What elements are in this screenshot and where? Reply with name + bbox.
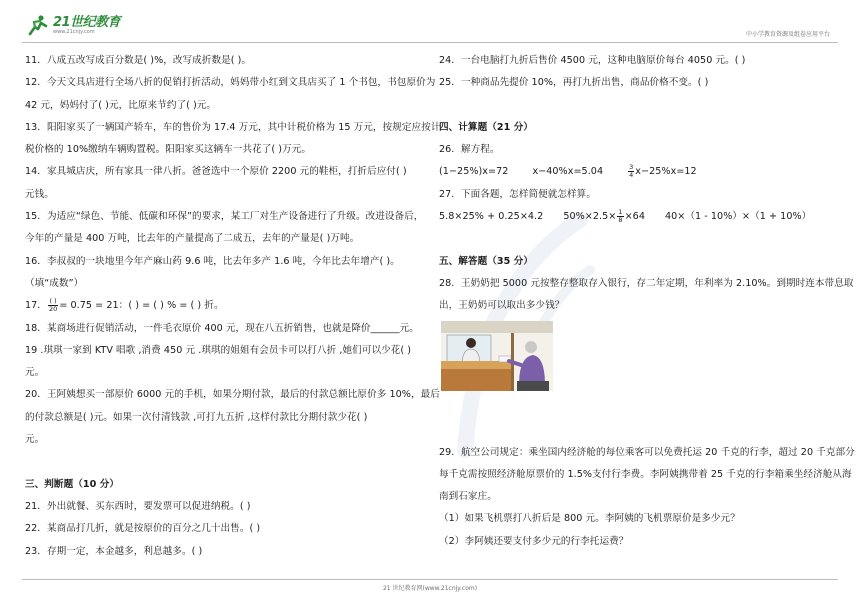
fraction-denominator: 4 [629, 170, 634, 179]
question-17-prefix: 17． [25, 300, 47, 312]
equation-3-fraction [628, 164, 634, 179]
fraction-denominator: 20 [48, 304, 58, 313]
expression-3: 40×（1 - 10%）×（1 + 10%） [664, 211, 812, 223]
question-13-line-1: 13．阳阳家买了一辆国产轿车，车的售价为 17.4 万元，其中计税价格为 15 万元，按规定应按计 [25, 121, 441, 133]
question-19-line-2: 元。 [25, 367, 45, 379]
question-29-line-3: 南到石家庄。 [439, 491, 497, 503]
footer-divider [22, 579, 838, 580]
question-19-line-1: 19 .琪琪一家到 KTV 唱歌 ,消费 450 元 .琪琪的姐姐有会员卡可以打八折 ,她们可以少花( ) [25, 344, 412, 356]
header-divider [22, 42, 838, 43]
question-20-line-1: 20．王阿姨想买一部原价 6000 元的手机，如果分期付款，最后的付款总额比原价多 10%，最后 [25, 389, 440, 401]
question-13-line-2: 税价格的 10%缴纳车辆购置税。阳阳家买这辆车一共花了( )万元。 [25, 144, 311, 156]
question-17-rest: = 0.75 = 21：( ) = ( ) % = ( ) 折。 [59, 300, 224, 312]
question-20-line-2: 的付款总额是( )元。如果一次付清钱款 ,可打九五折 ,这样付款比分期付款少花( ) [25, 411, 368, 423]
equation-3: x−25%x=12 [635, 166, 697, 178]
page-header [0, 0, 860, 46]
question-16-line-2: （填“成数”） [25, 277, 84, 289]
expression-1: 5.8×25% + 0.25×4.2 [439, 211, 544, 223]
question-29-part-1: （1）如果飞机票打八折后是 800 元。李阿姨的飞机票原价是多少元？ [439, 513, 740, 525]
site-logo[interactable] [26, 14, 120, 36]
question-14-line-2: 元钱。 [25, 188, 54, 200]
question-11: 11．八成五改写成百分数是( )%，改写成折数是( )。 [25, 55, 252, 66]
question-29-line-1: 29．航空公司规定：乘坐国内经济舱的每位乘客可以免费托运 20 千克的行李，超过 20 千克部分 [439, 446, 855, 458]
spacer [25, 451, 430, 473]
bank-counter-illustration [441, 321, 553, 391]
question-22: 22．某商品打几折，就是按原价的百分之几十出售。( ) [25, 523, 261, 535]
fraction-numerator: 3 [629, 162, 634, 171]
question-28-line-1: 28．王奶奶把 5000 元按整存整取存入银行，存二年定期，年利率为 2.10%。到期时连本带息取 [439, 277, 854, 289]
logo-title: 21世纪教育 [53, 14, 121, 30]
equation-1: (1−25%)x=72 [439, 166, 509, 178]
section-4-heading: 四、计算题（21 分） [439, 121, 533, 133]
question-23: 23．存期一定，本金越多，利息越多。( ) [25, 545, 203, 557]
question-28-line-2: 出，王奶奶可以取出多少钱？ [439, 300, 565, 312]
logo-url: www.21cnjy.com [53, 28, 95, 35]
question-12-line-1: 12．今天文具店进行全场八折的促销打折活动，妈妈带小红到文具店买了 1 个书包，书包原价为 [25, 77, 436, 89]
question-15-line-2: 今年的产量是 400 万吨，比去年的产量提高了二成五，去年的产量是( )万吨。 [25, 233, 360, 245]
spacer [439, 95, 839, 117]
question-15-line-1: 15．为适应“绿色、节能、低碳和环保”的要求，某工厂对生产设备进行了升级。改进设备后， [25, 211, 424, 223]
question-29-line-2: 每千克需按照经济舱原票价的 1.5%支付行李费。李阿姨携带着 25 千克的行李箱乘坐经济舱从海 [439, 468, 852, 480]
expression-2-fraction [617, 209, 623, 224]
question-25: 25．一种商品先提价 10%，再打九折出售，商品价格不变。( ) [439, 77, 709, 89]
runner-logo-icon [26, 14, 50, 36]
question-17 [25, 295, 430, 317]
fraction-numerator: ( ) [49, 296, 57, 305]
question-27: 27．下面各题，怎样简便就怎样算。 [439, 188, 596, 200]
question-18: 18．某商场进行促销活动，一件毛衣原价 400 元，现在八五折销售，也就是降价______元。 [25, 322, 419, 334]
question-12-line-2: 42 元，妈妈付了( )元，比原来节约了( )元。 [25, 99, 217, 111]
fraction-denominator: 8 [618, 215, 623, 224]
question-26: 26．解方程。 [439, 144, 500, 156]
question-21: 21．外出就餐、买东西时，要发票可以促进纳税。( ) [25, 500, 251, 512]
question-24: 24．一台电脑打九折后售价 4500 元，这种电脑原价每台 4050 元。( ) [439, 55, 746, 66]
header-platform-text: 中小学教育资源及组卷应用平台 [745, 31, 830, 38]
spacer [439, 228, 839, 250]
question-17-fraction [48, 298, 58, 313]
question-27-expressions [439, 206, 839, 228]
spacer [439, 394, 839, 442]
right-column [439, 50, 855, 553]
question-29-part-2: （2）李阿姨还要支付多少元的行李托运费？ [439, 535, 629, 547]
question-26-equations [439, 161, 839, 183]
question-16-line-1: 16．李叔叔的一块地里今年产麻山药 9.6 吨，比去年多产 1.6 吨，今年比去年增产( )。 [25, 255, 400, 267]
section-5-heading: 五、解答题（35 分） [439, 255, 533, 267]
fraction-numerator: 1 [618, 207, 623, 216]
equation-2: x−40%x=5.04 [532, 166, 604, 178]
expression-2-prefix: 50%×2.5× [563, 211, 617, 223]
section-3-heading: 三、判断题（10 分） [25, 478, 119, 490]
question-20-line-3: 元。 [25, 434, 45, 446]
expression-2-suffix: ×64 [624, 211, 645, 223]
footer-text: 21 世纪教育网(www.21cnjy.com) [382, 585, 478, 592]
left-column [25, 50, 441, 563]
question-14-line-1: 14．家具城店庆，所有家具一律八折。爸爸选中一个原价 2200 元的鞋柜，打折后应付( ) [25, 166, 407, 178]
